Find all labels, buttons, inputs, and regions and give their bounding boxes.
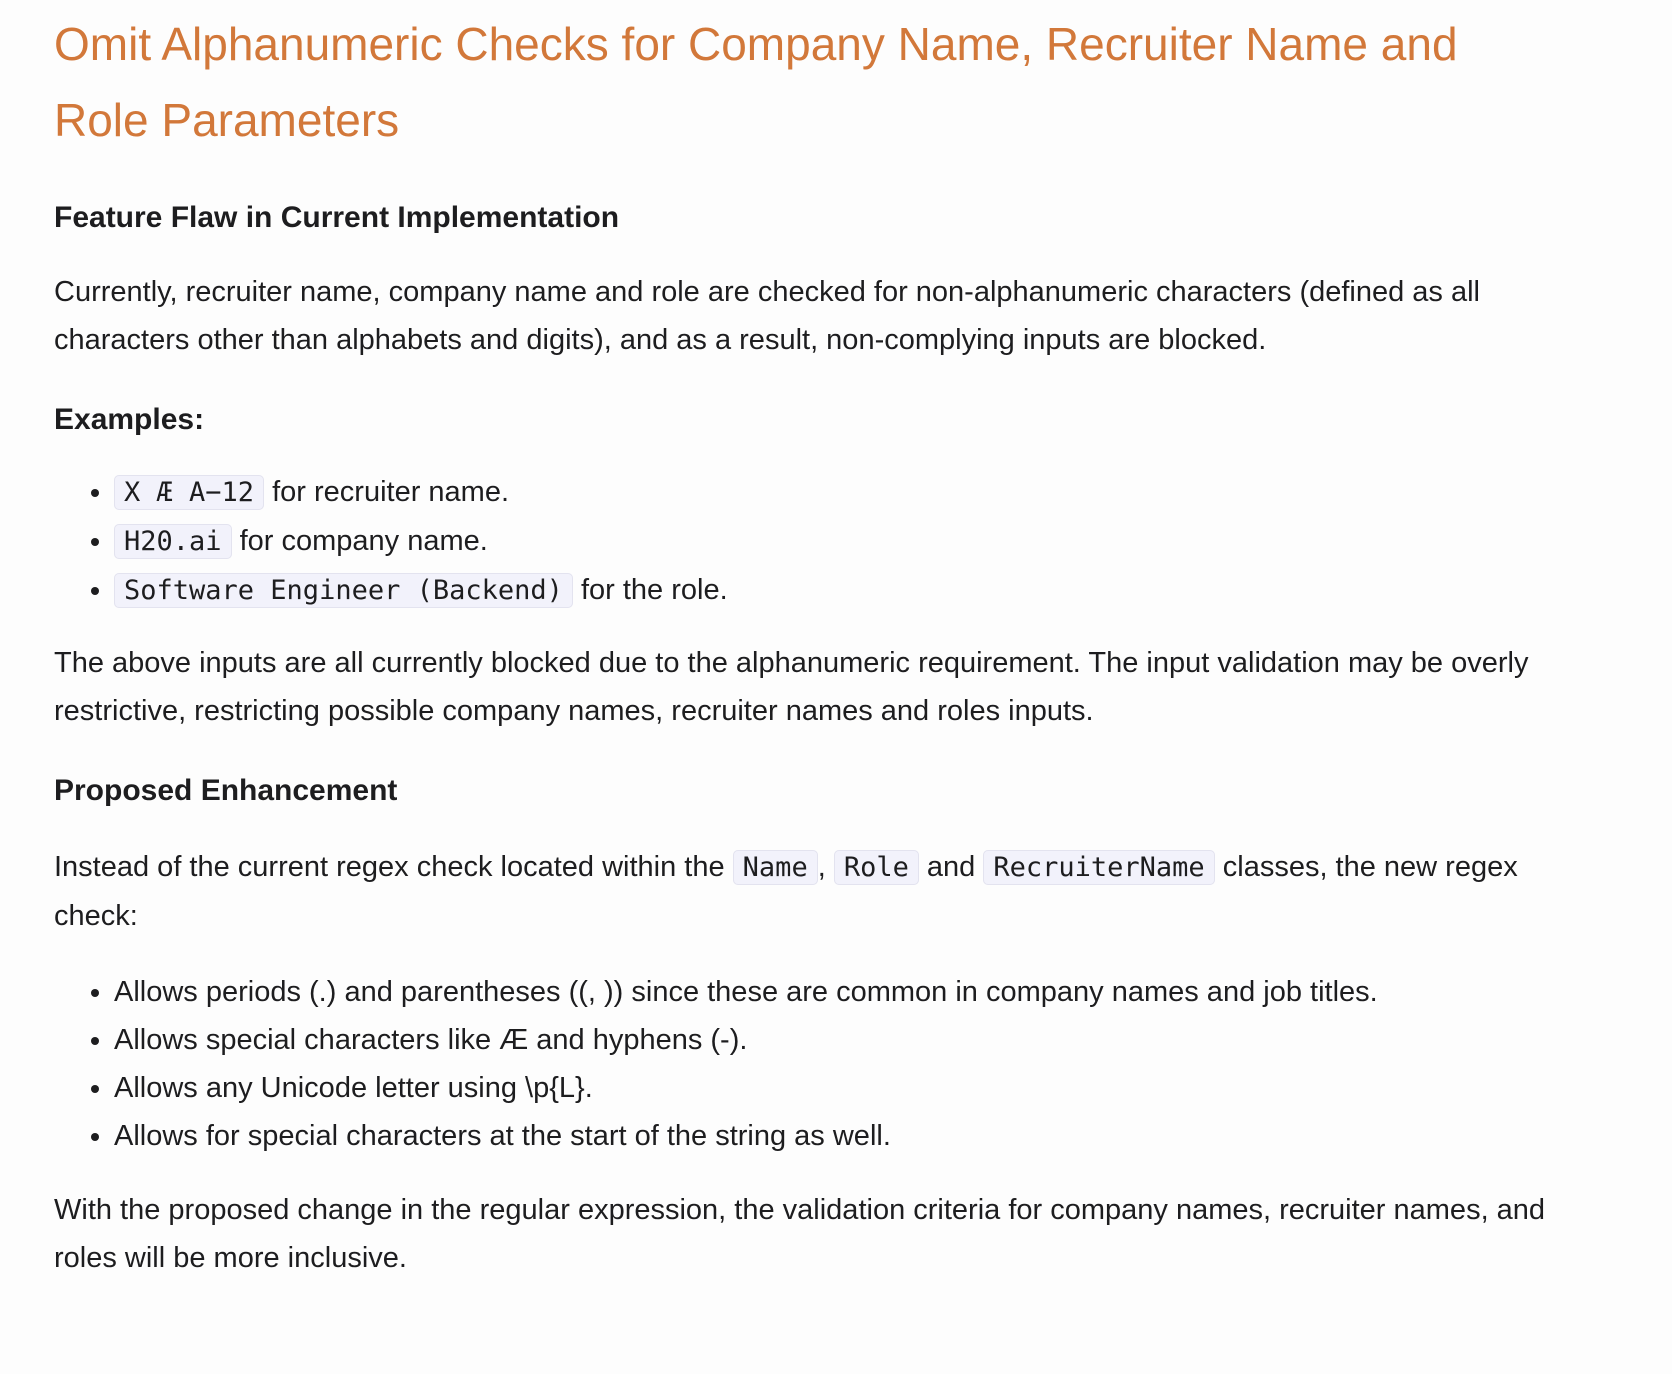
list-item: • Allows any Unicode letter using \p{L}. [114, 1064, 1672, 1112]
heading-examples: Examples: [54, 403, 205, 436]
inline-code: X Æ A−12 [114, 475, 264, 510]
list-item [114, 517, 1672, 566]
list-item-text: for the role. [572, 574, 728, 606]
list-item: • Allows periods (.) and parentheses ((, )) since these are common in company names and job titles. [114, 968, 1672, 1016]
separator-and: and [918, 851, 984, 883]
paragraph-current-behavior: Currently, recruiter name, company name and role are checked for non-alphanumeric characters (defined as all characters other than alphabets and digits), and as a result, non-complying inputs are blocked. [54, 276, 1480, 356]
list-item: • Allows for special characters at the start of the string as well. [114, 1112, 1672, 1160]
paragraph-closing: With the proposed change in the regular expression, the validation criteria for company names, recruiter names, and roles will be more inclusive. [54, 1194, 1546, 1274]
paragraph-examples-blocked: The above inputs are all currently blocked due to the alphanumeric requirement. The input validation may be overly restrictive, restricting possible company names, recruiter names and roles inputs. [54, 647, 1529, 727]
inline-code: Software Engineer (Backend) [114, 573, 573, 608]
list-item [114, 468, 1672, 517]
intro-text: Instead of the current regex check located within the [54, 851, 733, 883]
enhancement-list [54, 968, 1672, 1160]
inline-code-role: Role [834, 850, 919, 885]
examples-list [54, 468, 1672, 615]
separator-comma: , [817, 851, 834, 883]
heading-feature-flaw: Feature Flaw in Current Implementation [54, 201, 620, 234]
paragraph-proposed-intro [54, 843, 1594, 940]
page-title: Omit Alphanumeric Checks for Company Name, Recruiter Name and Role Parameters [54, 18, 1458, 146]
list-item-text: for company name. [231, 525, 488, 557]
list-item-text: for recruiter name. [264, 476, 510, 508]
inline-code-name: Name [733, 850, 818, 885]
heading-proposed-enhancement: Proposed Enhancement [54, 774, 398, 807]
list-item [114, 566, 1672, 615]
list-item: • Allows special characters like Æ and hyphens (-). [114, 1016, 1672, 1064]
inline-code: H20.ai [114, 524, 232, 559]
intro-text-after: classes, the new regex check: [54, 851, 1518, 932]
inline-code-recruitername: RecruiterName [983, 850, 1214, 885]
